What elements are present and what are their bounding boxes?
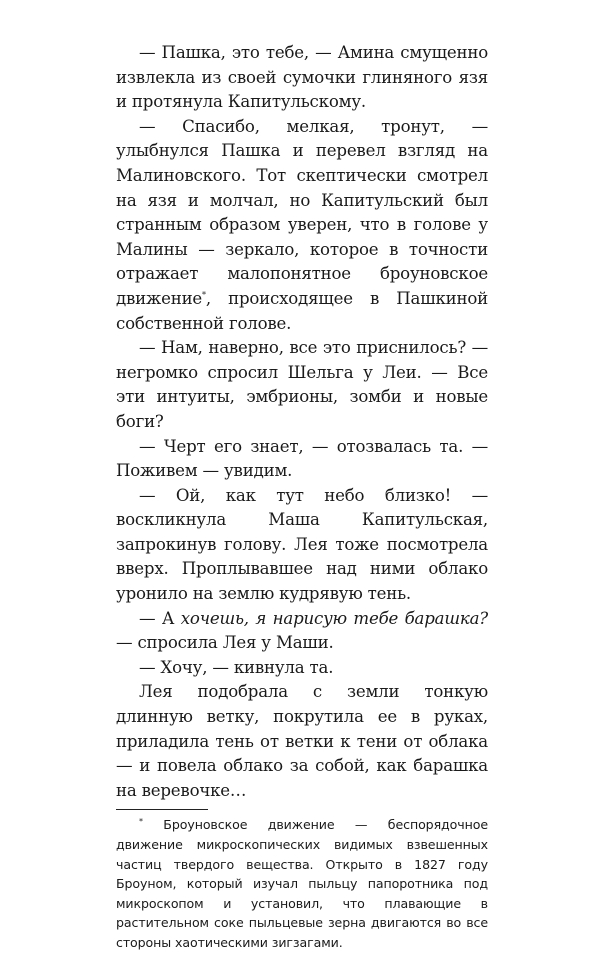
- paragraph-1: [116, 41, 488, 115]
- paragraph-2-text: — Спасибо, мелкая, тронут, — улыбнулся Пашка и перевел взгляд на Малиновского. Тот скептически смотрел на язя и молчал, но Капитульский был странным образом уверен, что в голове у Малины — зеркало, которое в точности отражает малопонятное броуновское движение: [116, 116, 488, 308]
- paragraph-3-text: — Нам, наверно, все это приснилось? — негромко спросил Шельга у Леи. — Все эти интуиты, эмбрионы, зомби и новые боги?: [116, 338, 488, 431]
- paragraph-7: [116, 656, 488, 681]
- paragraph-2: [116, 115, 488, 336]
- footnote-divider: [116, 809, 208, 810]
- paragraph-4: [116, 435, 488, 484]
- paragraph-3: [116, 336, 488, 434]
- paragraph-8-text: Лея подобрала с земли тонкую длинную ветку, покрутила ее в руках, приладила тень от ветки к тени от облака — и повела облако за собой, как барашка на веревочке…: [116, 682, 488, 800]
- paragraph-7-text: — Хочу, — кивнула та.: [139, 657, 334, 677]
- paragraph-5: [116, 484, 488, 607]
- paragraph-4-text: — Черт его знает, — отозвалась та. — Поживем — увидим.: [116, 436, 488, 481]
- paragraph-6: [116, 607, 488, 656]
- page-content: [116, 41, 488, 953]
- paragraph-2-tail: , происходящее в Пашкиной собственной голове.: [116, 288, 488, 333]
- paragraph-6-text: — А: [139, 608, 181, 628]
- paragraph-8: [116, 680, 488, 803]
- footnote-marker: *: [139, 817, 143, 827]
- paragraph-6-italic: хочешь, я нарисую тебе барашка?: [180, 608, 488, 628]
- paragraph-5-text: — Ой, как тут небо близко! — воскликнула Маша Капитульская, запрокинув голову. Лея тоже посмотрела вверх. Проплывавшее над ними облако уронило на землю кудрявую тень.: [116, 485, 488, 604]
- footnote-reference: *: [202, 290, 206, 300]
- paragraph-6-tail: — спросила Лея у Маши.: [116, 633, 334, 653]
- paragraph-1-text: — Пашка, это тебе, — Амина смущенно извлекла из своей сумочки глиняного язя и протянула Капитульскому.: [116, 43, 488, 112]
- footnote-text: Броуновское движение — беспорядочное движение микроскопических видимых взвешенных частиц твердого вещества. Открыто в 1827 году Броуном, который изучал пыльцу папоротника под микроскопом и установил, что плавающие в растительном соке пыльцевые зерна двигаются во все стороны хаотическими зигзагами.: [116, 817, 488, 950]
- footnote: [116, 815, 488, 952]
